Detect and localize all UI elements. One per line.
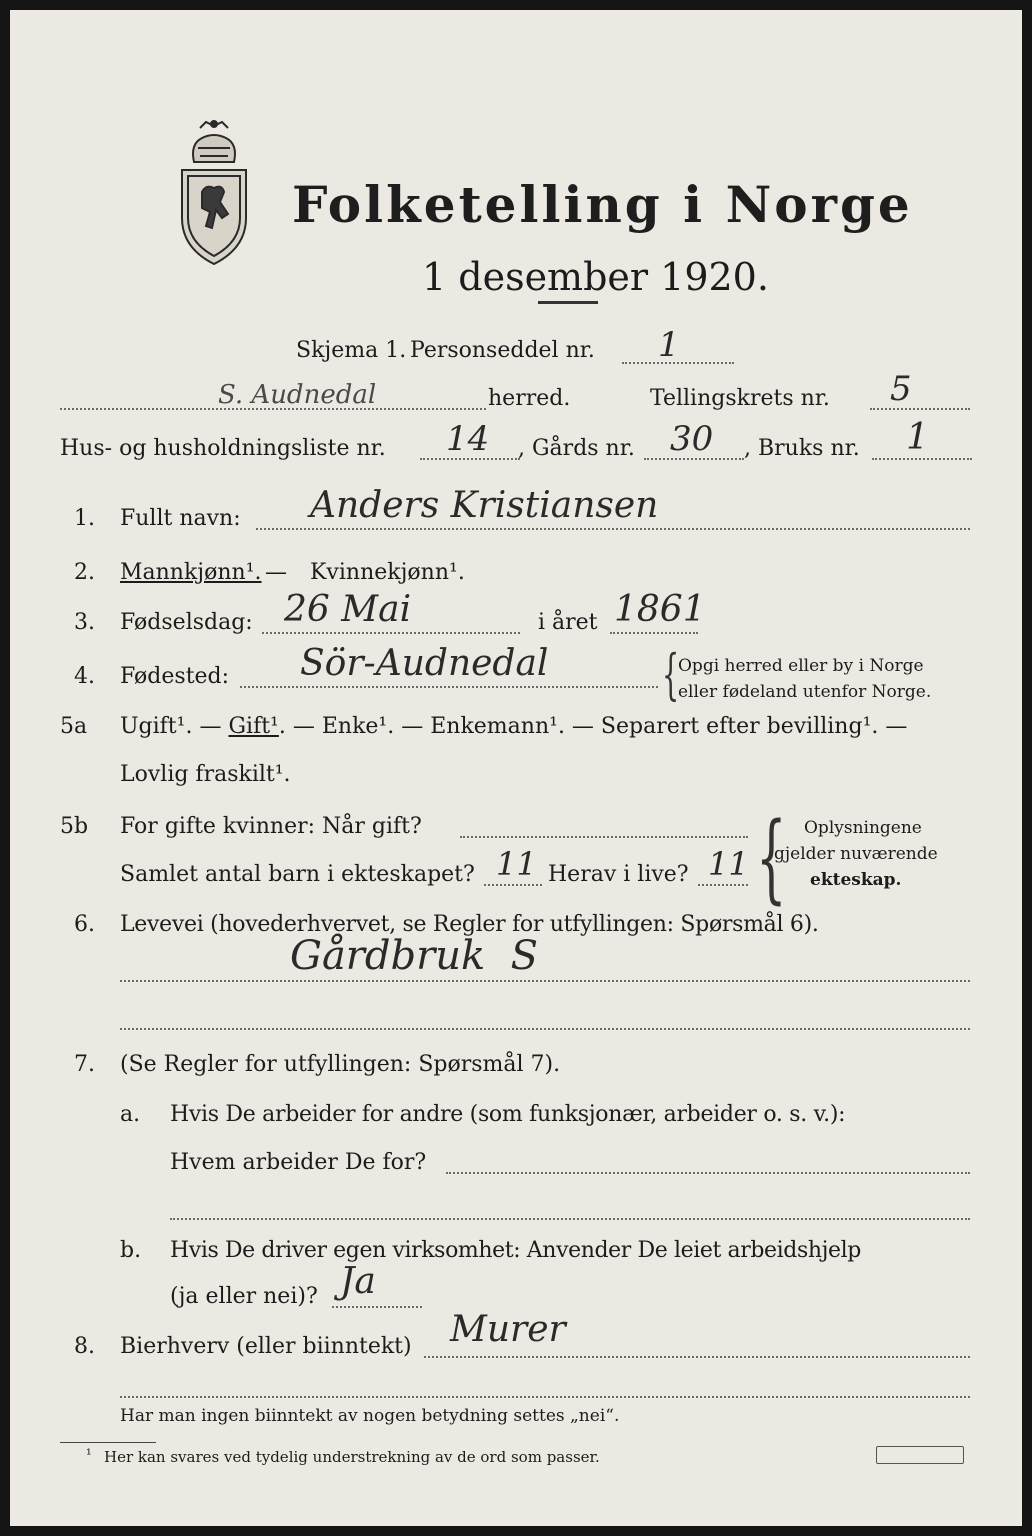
q8-label: Bierhverv (eller biinntekt) [120, 1334, 412, 1359]
footnote-text: Her kan svares ved tydelig understrekning av de ord som passer. [104, 1448, 600, 1466]
q6-line2 [120, 1028, 970, 1030]
q1-full-name-value: Anders Kristiansen [310, 485, 659, 526]
q7a-letter: a. [120, 1102, 141, 1127]
q5b-children-value: 11 [496, 845, 537, 883]
q7b-letter: b. [120, 1238, 142, 1263]
norway-coat-of-arms-icon [172, 118, 256, 268]
q6-label: Levevei (hovederhvervet, se Regler for utfyllingen: Spørsmål 6). [120, 912, 819, 937]
q3-number: 3. [74, 610, 95, 635]
q5b-note-line3: ekteskap. [810, 870, 902, 890]
q6-occupation-value: Gårdbruk S [290, 933, 539, 979]
q1-line [256, 528, 970, 530]
q4-note-line2: eller fødeland utenfor Norge. [678, 682, 932, 702]
q7a-employer-line2 [170, 1218, 970, 1220]
q4-note-line1: Opgi herred eller by i Norge [678, 656, 924, 676]
hus-label: Hus- og husholdningsliste nr. [60, 436, 386, 461]
q7a-employer-label: Hvem arbeider De for? [170, 1150, 427, 1175]
q7-label: (Se Regler for utfyllingen: Spørsmål 7). [120, 1052, 561, 1077]
q6-number: 6. [74, 912, 95, 937]
hus-value: 14 [446, 419, 490, 459]
q8-side-income-value: Murer [450, 1309, 566, 1350]
herred-value: S. Audnedal [218, 380, 377, 410]
income-note: Har man ingen biinntekt av nogen betydning settes „nei“. [120, 1406, 620, 1426]
q1-label: Fullt navn: [120, 506, 241, 531]
footnote-divider [60, 1442, 156, 1443]
q4-birthplace-value: Sör-Audnedal [300, 643, 549, 684]
q6-line1 [120, 980, 970, 982]
q8-line2 [120, 1396, 970, 1398]
q5b-alive-line [698, 884, 748, 886]
q3-year-value: 1861 [614, 589, 706, 630]
q5b-alive-label: Herav i live? [548, 862, 689, 887]
q3-day-line [262, 632, 520, 634]
q7b-label: Hvis De driver egen virksomhet: Anvender De leiet arbeidshjelp [170, 1238, 861, 1263]
q4-note-brace: { [662, 643, 680, 706]
q7a-label: Hvis De arbeider for andre (som funksjonær, arbeider o. s. v.): [170, 1102, 846, 1127]
tellingskrets-label: Tellingskrets nr. [650, 386, 830, 411]
q5b-number: 5b [60, 814, 89, 839]
q3-year-label: i året [538, 610, 598, 635]
q5b-note-line1: Oplysningene [804, 818, 922, 838]
bruks-label: , Bruks nr. [744, 436, 860, 461]
q8-line [424, 1356, 970, 1358]
q8-number: 8. [74, 1334, 95, 1359]
q1-number: 1. [74, 506, 95, 531]
q2-male-option: Mannkjønn¹. [120, 560, 262, 585]
q7b-help-label: (ja eller nei)? [170, 1284, 318, 1309]
q2-separator: — [258, 560, 294, 585]
q4-line [240, 686, 658, 688]
q5a-options-prefix [120, 716, 907, 738]
tellingskrets-line [870, 408, 970, 410]
q7b-help-line [332, 1306, 422, 1308]
census-form-page [10, 10, 1022, 1526]
form-date: 1 desember 1920. [422, 255, 769, 299]
q5a-number: 5a [60, 714, 88, 739]
q4-label: Fødested: [120, 664, 230, 689]
q5b-when-married-label: For gifte kvinner: Når gift? [120, 814, 422, 839]
q5a-married-option: Gift¹ [228, 714, 279, 739]
q7-number: 7. [74, 1052, 95, 1077]
skjema-label: Skjema 1. [296, 338, 407, 363]
q5a-unmarried-option: Ugift¹. — [120, 714, 229, 739]
footnote-marker: ¹ [86, 1447, 92, 1463]
personseddel-label: Personseddel nr. [410, 338, 595, 363]
q5b-when-married-line [460, 836, 748, 838]
q3-label: Fødselsdag: [120, 610, 253, 635]
q5b-note-brace: { [756, 802, 787, 914]
bruks-value: 1 [906, 417, 929, 458]
gards-label: , Gårds nr. [518, 436, 635, 461]
q4-number: 4. [74, 664, 95, 689]
q5b-note-line2: gjelder nuværende [774, 844, 938, 864]
printer-stamp [876, 1446, 964, 1464]
bruks-line [872, 458, 972, 460]
q7b-help-value: Ja [340, 1261, 376, 1302]
herred-label: herred. [488, 386, 571, 411]
q5a-line2: Lovlig fraskilt¹. [120, 762, 291, 787]
q5b-alive-value: 11 [708, 845, 749, 883]
q5b-children-line [484, 884, 542, 886]
form-title: Folketelling i Norge [292, 175, 913, 234]
personseddel-value: 1 [658, 325, 680, 365]
gards-value: 30 [670, 419, 714, 459]
q5b-children-label: Samlet antal barn i ekteskapet? [120, 862, 475, 887]
tellingskrets-value: 5 [890, 369, 912, 409]
q5a-other-options: . — Enke¹. — Enkemann¹. — Separert efter bevilling¹. — [278, 714, 908, 739]
q2-female-option: Kvinnekjønn¹. [310, 560, 465, 585]
title-divider [538, 301, 598, 304]
q3-year-line [610, 632, 698, 634]
q7a-employer-line1 [446, 1172, 970, 1174]
q3-birthday-value: 26 Mai [284, 589, 412, 630]
q2-number: 2. [74, 560, 95, 585]
